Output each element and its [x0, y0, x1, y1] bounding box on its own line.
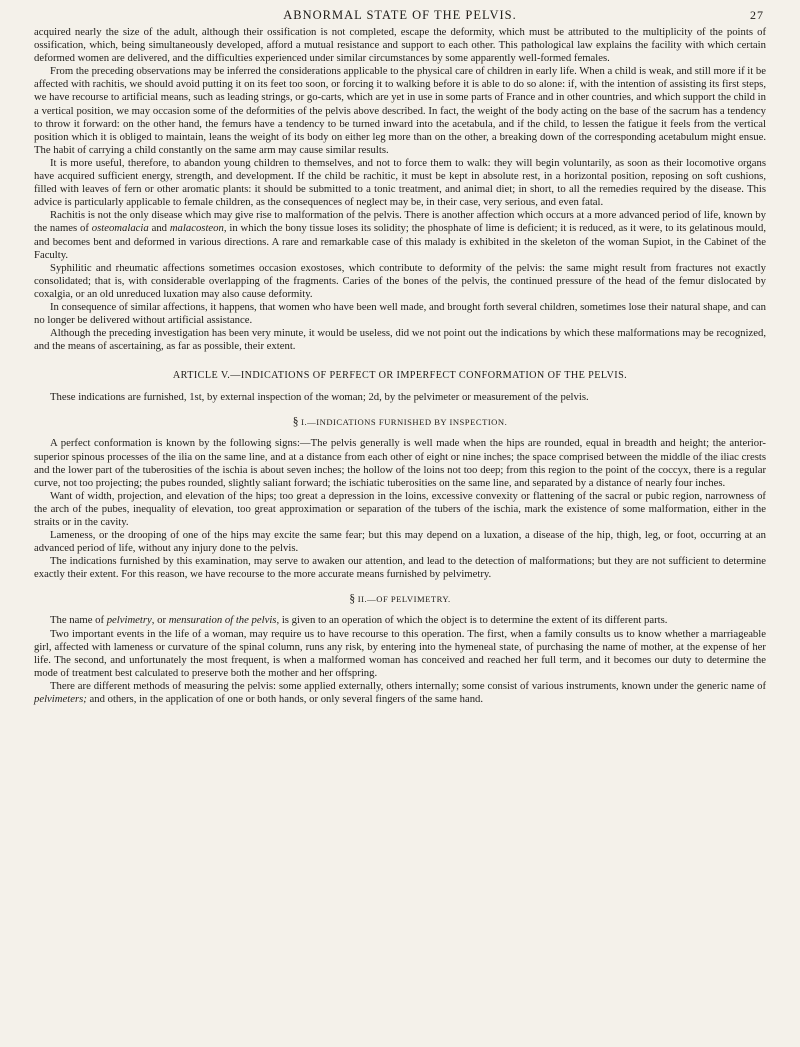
page-number: 27	[750, 8, 764, 22]
term-pelvimeters: pelvimeters;	[34, 693, 87, 706]
paragraph-physical-care: From the preceding observations may be inferred the considerations applicable to the physical care of children in early life. When a child is weak, and still more if it be affected with rachitis, we should avoid putting it on its feet too soon, or forcing it to walking before it is able to do so alone: if, with the intention of assisting its first steps, we have recourse to artificial means, such as leading strings, or go-carts, which are yet in use in some parts of France and in other countries, and which support the child in a vertical position, we may occasion some of the deformities of the pelvis above described. In fact, the weight of the body acting on the base of the sacrum has a tendency to throw it forward: on the other hand, the femurs have a tendency to be turned inward into the acetabula, and if the child, to lessen the fatigue it feels from the vertical position which it is obliged to maintain, leans the weight of its body on either leg more than on the other, a breaking down of the corresponding acetabulum might ensue. The habit of carrying a child constantly on the same arm may cause similar results.	[34, 65, 766, 156]
paragraph-name-of-pelvimetry	[34, 614, 766, 627]
paragraph-examination-indications: The indications furnished by this examination, may serve to awaken our attention, and lead to the detection of malformations; but they are not sufficient to determine exactly their extent. For this reason, we have recourse to the more accurate means furnished by pelvimetry.	[34, 555, 766, 581]
text-run: , or	[151, 614, 169, 627]
paragraph-syphilitic: Syphilitic and rheumatic affections sometimes occasion exostoses, which contribute to deformity of the pelvis: the same might result from fractures not exactly consolidated; that is, with considerable overlapping of the fragments. Caries of the bones of the pelvis, the continued pressure of the head of the femur dislocated by coxalgia, or an old unreduced luxation may also cause deformity.	[34, 261, 766, 300]
running-header	[34, 8, 766, 26]
text-run: and	[148, 222, 170, 235]
paragraph-investigation: Although the preceding investigation has been very minute, it would be useless, did we not point out the indications by which these malformations may be recognized, and the means of ascertaining, as far as possible, their extent.	[34, 327, 766, 353]
paragraph-want-of-width: Want of width, projection, and elevation of the hips; too great a depression in the loins, excessive convexity or flattening of the sacral or pubic region, narrowness of the arch of the pubes, inequality of elevation, too great approximation or separation of the tubers of the ischia, mark the existence of some malformation, either in the straits or in the cavity.	[34, 489, 766, 528]
section-mark: §	[292, 416, 299, 429]
text-run: and others, in the application of one or both hands, or only several fingers of the same hand.	[86, 693, 484, 706]
section-heading-inspection	[34, 416, 766, 428]
section-title: II.—OF PELVIMETRY.	[357, 594, 451, 605]
paragraph-methods	[34, 680, 766, 706]
section-title: I.—INDICATIONS FURNISHED BY INSPECTION.	[301, 417, 508, 428]
paragraph-rachitis	[34, 209, 766, 261]
term-malacosteon: malacosteon	[169, 222, 224, 235]
section-heading-pelvimetry	[34, 593, 766, 605]
paragraph-lameness: Lameness, or the drooping of one of the hips may excite the same fear; but this may depend on a luxation, a disease of the hip, thigh, leg, or foot, occurring at an advanced period of life, without any injury done to the pelvis.	[34, 529, 766, 555]
text-run: The name of	[50, 614, 107, 627]
paragraph-continuation: acquired nearly the size of the adult, although their ossification is not completed, escape the deformity, which must be attributed to the multiplicity of the points of ossification, which, being simultaneously developed, afford a mutual resistance and support to each other. This pathological law explains the facility with which certain deformed women are delivered, and the difficulties experienced under similar circumstances by some apparently well-formed females.	[34, 26, 766, 65]
section-mark: §	[349, 593, 356, 606]
text-run: There are different methods of measuring the pelvis: some applied externally, others internally; some consist of various instruments, known under the generic name of	[50, 679, 766, 692]
paragraph-young-children: It is more useful, therefore, to abandon young children to themselves, and not to force them to walk: they will begin voluntarily, as soon as their locomotive organs have acquired sufficient energy, strength, and development. If the child be rachitic, it must be kept in absolute rest, in a horizontal position, reposing on soft cushions, filled with leaves of fern or other aromatic plants: it should be submitted to a tonic treatment, and animal diet; in short, to all the remedies required by the disease. This advice is particularly applicable to female children, as the consequences of neglect may be, in their case, very serious, and even fatal.	[34, 156, 766, 209]
term-pelvimetry: pelvimetry	[106, 614, 152, 627]
text-run: , in which the bony tissue loses its solidity; the phosphate of lime is deficient; it is reduced, as it were, to its gelatinous mould, and becomes bent and deformed in various directions. A rare and remarkable case of this malady is exhibited in the skeleton of the woman Supiot, in the Cabinet of the Faculty.	[34, 222, 767, 261]
paragraph-indications: These indications are furnished, 1st, by external inspection of the woman; 2d, by the pelvimeter or measurement of the pelvis.	[50, 391, 589, 404]
article-heading: ARTICLE V.—INDICATIONS OF PERFECT OR IMPERFECT CONFORMATION OF THE PELVIS.	[172, 370, 628, 382]
paragraph-two-events: Two important events in the life of a woman, may require us to have recourse to this operation. The first, when a family consults us to know whether a marriageable girl, affected with lameness or curvature of the spinal column, runs any risk, by entering into the hymeneal state, of purchasing the name of mother, at the expense of her life. The second, and unfortunately the most frequent, is when a malformed woman has conceived and reached her full term, and it becomes our duty to determine the mode of treatment best calculated to preserve both the mother and her offspring.	[34, 627, 766, 679]
text-run: , is given to an operation of which the object is to determine the extent of its different parts.	[276, 614, 668, 627]
term-osteomalacia: osteomalacia	[91, 222, 149, 235]
paragraph-perfect-conformation: A perfect conformation is known by the following signs:—The pelvis generally is well made when the hips are rounded, equal in breadth and height; the anterior-superior spinous processes of the ilia on the same line, and at a distance from each other of eight or nine inches; the space comprised between the middle of the iliac crests and the lower part of the tuberosities of the ischia is about seven inches; the hollow of the loins not too deep; from this region to the point of the coccyx, there is a regular curve, not too projecting; the pubes rounded, slightly saliant forward; the ischiatic tuberosities on the same line, and separated by a distance of nearly four inches.	[34, 437, 766, 489]
text-run: Rachitis is not the only disease which may give rise to malformation of the pelvis. There is another affection which occurs at a more advanced period of life, known by the names of	[34, 209, 766, 235]
running-title: ABNORMAL STATE OF THE PELVIS.	[283, 8, 517, 22]
term-mensuration: mensuration of the pelvis	[168, 614, 277, 627]
paragraph-similar-affections: In consequence of similar affections, it happens, that women who have been well made, and brought forth several children, sometimes lose their natural shape, and can no longer be delivered without artificial assistance.	[34, 300, 766, 327]
